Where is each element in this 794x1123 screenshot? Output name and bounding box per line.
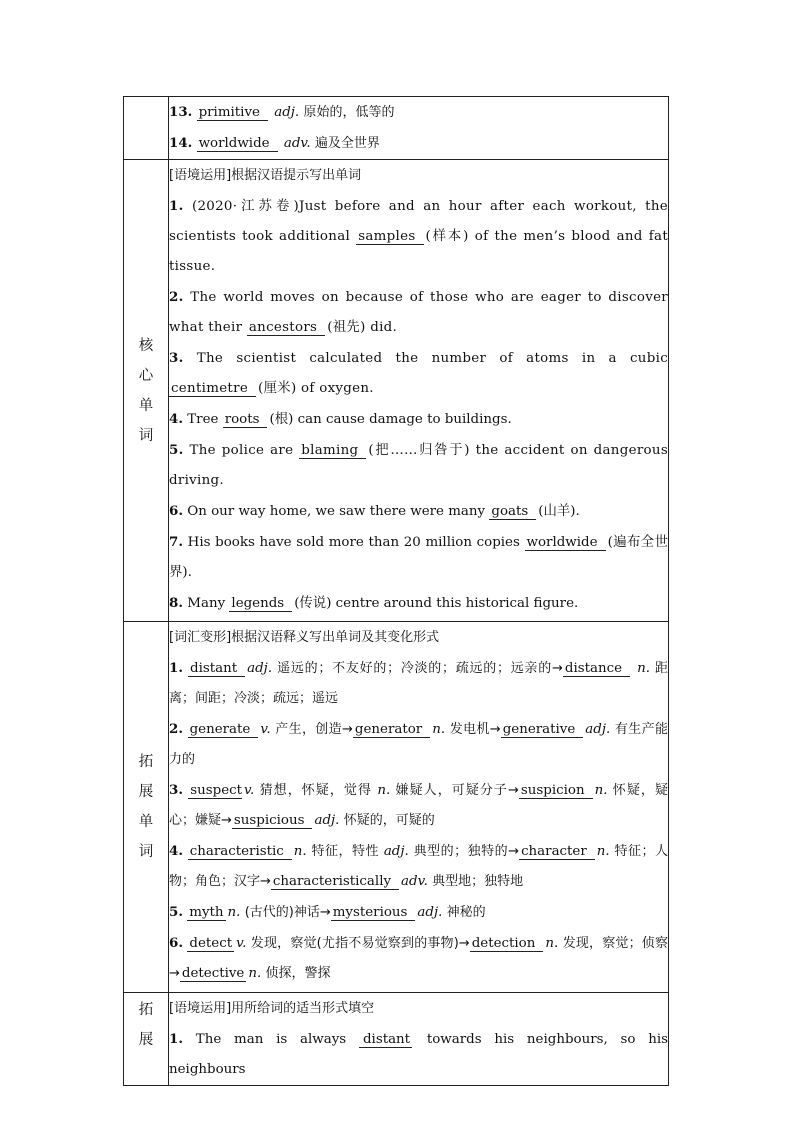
exercise-sentence: 5. The police are blaming (把……归咎于) the accident on dangerous driving. <box>169 442 668 488</box>
answer-word: suspicious <box>232 813 313 829</box>
answer-word: legends <box>229 596 292 612</box>
label-char: 词 <box>138 427 154 444</box>
list-item <box>169 97 668 128</box>
answer-word: primitive <box>197 105 268 121</box>
answer-word: worldwide <box>197 136 278 152</box>
label-char: 单 <box>138 814 154 830</box>
answer-word: goats <box>489 504 536 520</box>
answer-word: samples <box>356 229 423 245</box>
table-row <box>124 160 669 622</box>
answer-word: detection <box>470 936 544 952</box>
exercise-sentence: 6. On our way home, we saw there were many goats (山羊). <box>169 503 580 519</box>
meaning: 遍及全世界 <box>314 136 380 151</box>
section-label-core-words <box>124 160 169 622</box>
word-family-entry: 4. characteristic n. 特征，特性 adj. 典型的；独特的→ character n. 特征；人物；角色；汉字→ characteristically adv. 典型地；独特地 <box>169 843 668 889</box>
section-label-extended-words <box>124 622 169 993</box>
exercise-sentence: 8. Many legends (传说) centre around this historical figure. <box>169 595 579 611</box>
answer-word: distance <box>563 661 630 677</box>
answer-word: characteristic <box>188 844 292 860</box>
section-header: [语境运用]用所给词的适当形式填空 <box>169 1001 375 1016</box>
item-number: 14. <box>169 135 193 151</box>
answer-word: character <box>519 844 595 860</box>
section-label-extended <box>124 993 169 1086</box>
vocabulary-table <box>123 96 669 1086</box>
answer-word: worldwide <box>525 535 606 551</box>
exercise-sentence: 3. The scientist calculated the number of atoms in a cubic centimetre (厘米) of oxygen. <box>169 350 668 396</box>
row-label-empty <box>124 97 169 160</box>
answer-word: mysterious <box>331 905 416 921</box>
answer-word: generator <box>353 722 430 738</box>
part-of-speech: adj. <box>274 105 300 120</box>
exercise-sentence: 1. The man is always distant towards his neighbours, so his neighbours <box>169 1031 668 1077</box>
answer-word: suspicion <box>519 783 593 799</box>
answer-word: roots <box>223 412 268 428</box>
answer-word: suspect <box>190 783 243 798</box>
item-number: 13. <box>169 104 193 120</box>
label-char: 展 <box>138 784 154 800</box>
answer-word: centimetre <box>169 381 256 397</box>
exercise-sentence: 1. (2020·江苏卷)Just before and an hour after each workout, the scientists took additional samples (样本) of the men’s blood and fat tissue. <box>169 198 668 274</box>
label-char: 单 <box>138 397 154 414</box>
answer-word: generate <box>188 722 259 738</box>
part-of-speech: adv. <box>283 136 311 151</box>
word-family-entry: 5. myth n. (古代的)神话→ mysterious adj. 神秘的 <box>169 904 486 920</box>
label-char: 拓 <box>138 1002 154 1018</box>
word-family-entry: 3. suspect v. 猜想，怀疑，觉得 n. 嫌疑人，可疑分子→ suspicion n. 怀疑，疑心；嫌疑→ suspicious adj. 怀疑的，可疑的 <box>169 782 668 828</box>
fill-in-cell <box>169 993 669 1086</box>
label-char: 展 <box>138 1032 154 1048</box>
word-family-entry: 6. detect v. 发现，察觉(尤指不易觉察到的事物)→ detection n. 发现，察觉；侦察→ detective n. 侦探，警探 <box>169 935 668 981</box>
exercise-sentence: 7. His books have sold more than 20 million copies worldwide (遍布全世界). <box>169 534 668 580</box>
word-forms-cell <box>169 622 669 993</box>
word-list-cell <box>169 97 669 160</box>
answer-word: ancestors <box>247 320 325 336</box>
word-family-entry: 2. generate v. 产生，创造→ generator n. 发电机→ generative adj. 有生产能力的 <box>169 721 668 767</box>
context-exercise-cell <box>169 160 669 622</box>
word-family-entry: 1. distant adj. 遥远的；不友好的；冷淡的；疏远的；远亲的→ distance n. 距离；间距；冷淡；疏远；遥远 <box>169 660 668 706</box>
label-char: 心 <box>138 367 154 384</box>
answer-word: detective <box>181 966 245 981</box>
answer-word: distant <box>188 661 245 677</box>
label-char: 拓 <box>138 754 154 770</box>
answer-word: detect <box>189 936 233 951</box>
label-char: 核 <box>138 337 154 354</box>
table-row <box>124 993 669 1086</box>
answer-word: distant <box>359 1032 412 1048</box>
label-char: 词 <box>138 844 154 860</box>
table-row <box>124 97 669 160</box>
exercise-sentence: 2. The world moves on because of those who are eager to discover what their ancestors (祖先) did. <box>169 289 668 335</box>
answer-word: myth <box>189 905 224 920</box>
meaning: 原始的，低等的 <box>303 105 395 120</box>
answer-word: characteristically <box>271 874 399 890</box>
answer-word: generative <box>501 722 584 738</box>
answer-word: blaming <box>299 443 366 459</box>
exercise-sentence: 4. Tree roots (根) can cause damage to buildings. <box>169 411 512 427</box>
list-item <box>169 128 668 159</box>
section-header: [语境运用]根据汉语提示写出单词 <box>169 168 362 183</box>
table-row <box>124 622 669 993</box>
section-header: [词汇变形]根据汉语释义写出单词及其变化形式 <box>169 630 440 645</box>
